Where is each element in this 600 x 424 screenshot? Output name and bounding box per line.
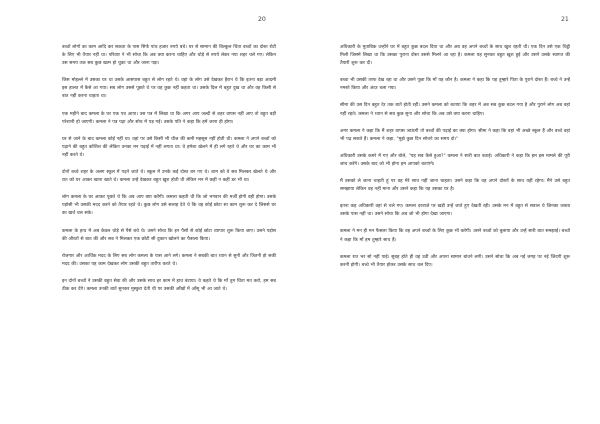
paragraph: बच्चों लोगों का काम आदि कर सकता के पास सिर्फ पांच हजार रुपये बचे। घर से सामान की बिल्कुल चिंता बच्चों का दोस्त रोटी के लिए भी तैयार नहीं था। परिवार ने भी सोचा कि अब क्या करना चाहिए और थोड़े से रुपये लेकर नया शहर चले गए। लेकिन उस समय तक सब कुछ खत्म हो चुका था और जाना पड़ा। [62,45,276,67]
right-page [300,0,600,424]
paragraph: घर से जाने के बाद कमला कोई नहीं था। वहां पर उसे किसी भी चीज की कमी महसूस नहीं होती थी। कमला ने अपने बच्चों को पढ़ाने की बहुत कोशिश की लेकिन उनका मन पढ़ाई में नहीं लगता था। वे हमेशा खेलने में ही लगे रहते थे और घर का काम भी नहीं करते थे। [62,136,276,158]
paragraph: अधिकारी के मुताबिक उन्होंने घर में बहुत कुछ बदल दिया था और अब वह अपने बच्चों के साथ खुश रहती थी। एक दिन उसे एक चिट्ठी मिली जिसमें लिखा था कि उसका पुराना दोस्त उससे मिलने आ रहा है। कमला यह सुनकर बहुत खुश हुई और उसने उसके स्वागत की तैयारी शुरू कर दी। [340,45,570,67]
paragraph: कमला के हाथ में अब केवल थोड़े से पैसे बचे थे। उसने सोचा कि इन पैसों से कोई छोटा व्यापार शुरू किया जाए। उसने पड़ोस की औरतों से बात की और सब ने मिलकर एक छोटी सी दुकान खोलने का फैसला किया। [62,228,276,242]
page-number: 21 [561,16,569,23]
paragraph: एक महीने बाद कमला के घर एक पत्र आया। उस पत्र में लिखा था कि अगर आप जल्दी से शहर वापस नहीं आए तो बहुत बड़ी परेशानी हो जाएगी। कमला ने पत्र पढ़ा और सोच में पड़ गई। उसके पति ने कहा कि हमें जाना ही होगा। [62,111,276,125]
paragraph: मैं उसको ले जाना चाहती हूं पर वह मेरे साथ नहीं जाना चाहता। उसने कहा कि वह अपने दोस्तों के साथ यहीं रहेगा। मैंने उसे बहुत समझाया लेकिन वह नहीं माना और उसने कहा कि यह उसका घर है। [340,179,570,193]
page-body [62,44,276,294]
paragraph: दोनों बच्चे शहर के अलग स्कूल में पढ़ने जाते थे। स्कूल में उनके कई दोस्त बन गए थे। शाम को वे सब मिलकर खेलते थे और रात को घर आकर खाना खाते थे। कमला उन्हें देखकर बहुत खुश होती थी लेकिन मन में कहीं न कहीं डर भी था। [62,170,276,184]
paragraph: सीमा की उस दिन बहुत देर तक बातें होती रहीं। उसने कमला को बताया कि शहर में अब सब कुछ बदल गया है और पुराने लोग अब वहां नहीं रहते। कमला ने ध्यान से सब कुछ सुना और सोचा कि अब उसे क्या करना चाहिए। [340,103,570,117]
paragraph: इन दोनों बच्चों ने उसकी बहुत सेवा की और उसके साथ हर काम में हाथ बंटाया। वे कहते थे कि माँ तुम चिंता मत करो, हम सब ठीक कर देंगे। कमला उनकी बातें सुनकर मुस्कुरा देती थी पर उसकी आँखों में आँसू भी आ जाते थे। [62,278,276,292]
paragraph: कमला ने मन ही मन फैसला किया कि वह अपने बच्चों के लिए कुछ भी करेगी। उसने बच्चों को बुलाया और उन्हें सारी बात समझाई। बच्चों ने कहा कि माँ हम तुम्हारे साथ हैं। [340,229,570,243]
paragraph: अगर कमला ने कहा कि मैं शहर वापस जाऊंगी तो बच्चों की पढ़ाई का क्या होगा। सीमा ने कहा कि वहां भी अच्छे स्कूल हैं और बच्चे वहां भी पढ़ सकते हैं। कमला ने कहा, "मुझे कुछ दिन सोचने का समय दो।" [340,128,570,142]
paragraph: बच्चा भी उसकी तरफ देख रहा था और उसने पूछा कि माँ यह कौन है। कमला ने कहा कि यह तुम्हारे पिता के पुराने दोस्त हैं। बच्चे ने उन्हें नमस्ते किया और अंदर चला गया। [340,78,570,92]
paragraph: लोग कमला के घर आकर पूछते थे कि अब आप क्या करेंगी। कमला कहती थी कि जो भगवान की मर्जी होगी वही होगा। उसके पड़ोसी भी उसकी मदद करने को तैयार रहते थे। कुछ लोग उसे सलाह देते थे कि वह कोई छोटा सा काम शुरू कर दे जिससे घर का खर्च चल सके। [62,195,276,217]
paragraph: कमला रात भर सो नहीं पाई। सुबह होते ही वह उठी और अपना सामान बांधने लगी। उसने सोचा कि अब नई जगह पर नई जिंदगी शुरू करनी होगी। बच्चे भी तैयार होकर उसके साथ चल दिए। [340,254,570,268]
page-body [340,44,570,270]
paragraph: जिस मोहल्ले में उसका घर था उसके आसपास बहुत से लोग रहते थे। वहां के लोग उसे देखकर हैरान थे कि इतना बड़ा आदमी इस हालत में कैसे आ गया। सब लोग उससे पूछते थे पर वह कुछ नहीं कहता था। उसके दिल में बहुत दुख था और वह किसी से बात नहीं करना चाहता था। [62,78,276,100]
page-number: 20 [258,16,266,23]
paragraph: इतना कह अधिकारी वहां से चले गए। कमला दरवाजे पर खड़ी उन्हें जाते हुए देखती रही। उसके मन में बहुत से सवाल थे जिनका जवाब उसके पास नहीं था। उसने सोचा कि अब जो भी होगा देखा जाएगा। [340,204,570,218]
paragraph: अधिकारी उसके कमरे में गए और बोले, "यह सब कैसे हुआ?" कमला ने सारी बात बताई। अधिकारी ने कहा कि हम इस मामले की पूरी जांच करेंगे। उसके बाद जो भी होगा हम आपको बताएंगे। [340,153,570,167]
paragraph: रोजगार और आर्थिक मदद के लिए सब लोग कमला के पास आने लगे। कमला ने सबकी बात ध्यान से सुनी और जितनी हो सकी मदद की। उसका यह काम देखकर लोग उसकी बहुत तारीफ करते थे। [62,253,276,267]
